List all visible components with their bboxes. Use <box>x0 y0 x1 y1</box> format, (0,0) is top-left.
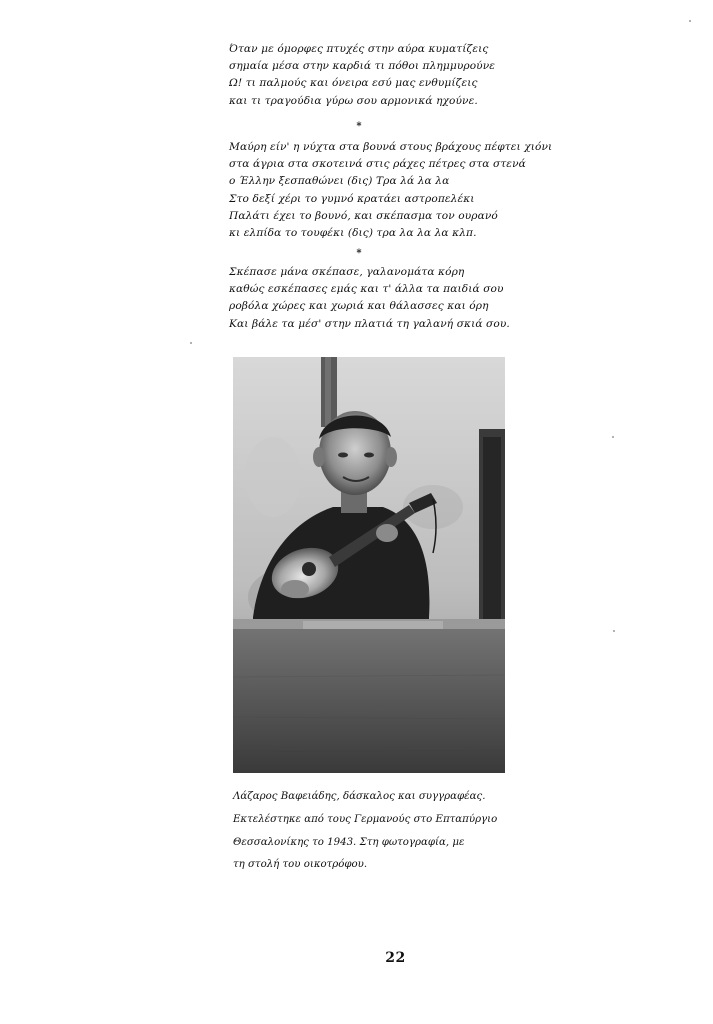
caption-line: Θεσσαλονίκης το 1943. Στη φωτογραφία, με <box>233 836 465 848</box>
stanza-separator: * <box>356 248 362 259</box>
caption-line: τη στολή του οικοτρόφου. <box>233 859 368 871</box>
portrait-photograph <box>233 357 505 773</box>
caption-line: Λάζαρος Βαφειάδης, δάσκαλος και συγγραφέας. <box>233 791 486 802</box>
poem-stanza-1 <box>229 41 495 110</box>
poem-line: στα άγρια στα σκοτεινά στις ράχες πέτρες στα στενά <box>229 158 526 171</box>
poem-line: Ω! τι παλμούς και όνειρα εσύ μας ενθυμίζεις <box>229 77 478 90</box>
poem-line: Παλάτι έχει το βουνό, και σκέπασμα τον ουρανό <box>229 209 498 222</box>
poem-stanza-2 <box>229 139 552 242</box>
stanza-separator: * <box>356 121 362 132</box>
poem-line: και τι τραγούδια γύρω σου αρμονικά ηχούνε. <box>229 94 478 107</box>
poem-line: ο Έλλην ξεσπαθώνει (δις) Τρα λά λα λα <box>229 175 450 188</box>
page-number: 22 <box>385 950 406 966</box>
poem-line: Στο δεξί χέρι το γυμνό κρατάει αστροπελέκι <box>229 192 475 205</box>
poem-line: Και βάλε τα μέσ' στην πλατιά τη γαλανή σκιά σου. <box>229 317 510 330</box>
scan-speck <box>612 436 614 438</box>
caption-line: Εκτελέστηκε από τους Γερμανούς στο Επταπύργιο <box>233 813 498 825</box>
poem-line: ροβόλα χώρες και χωριά και θάλασσες και όρη <box>229 300 489 313</box>
scan-speck <box>190 342 192 344</box>
poem-line: καθώς εσκέπασες εμάς και τ' άλλα τα παιδιά σου <box>229 283 504 296</box>
poem-line: Σκέπασε μάνα σκέπασε, γαλανομάτα κόρη <box>229 266 465 278</box>
poem-line: Όταν με όμορφες πτυχές στην αύρα κυματίζεις <box>229 43 489 55</box>
poem-stanza-3 <box>229 264 510 333</box>
poem-line: κι ελπίδα το τουφέκι (δις) τρα λα λα λα κλπ. <box>229 227 477 240</box>
scan-speck <box>689 20 691 22</box>
scan-speck <box>613 630 615 632</box>
poem-line: Μαύρη είν' η νύχτα στα βουνά στους βράχους πέφτει χιόνι <box>229 141 553 153</box>
poem-line: σημαία μέσα στην καρδιά τι πόθοι πλημμυρούνε <box>229 60 496 73</box>
photo-caption <box>233 786 497 877</box>
